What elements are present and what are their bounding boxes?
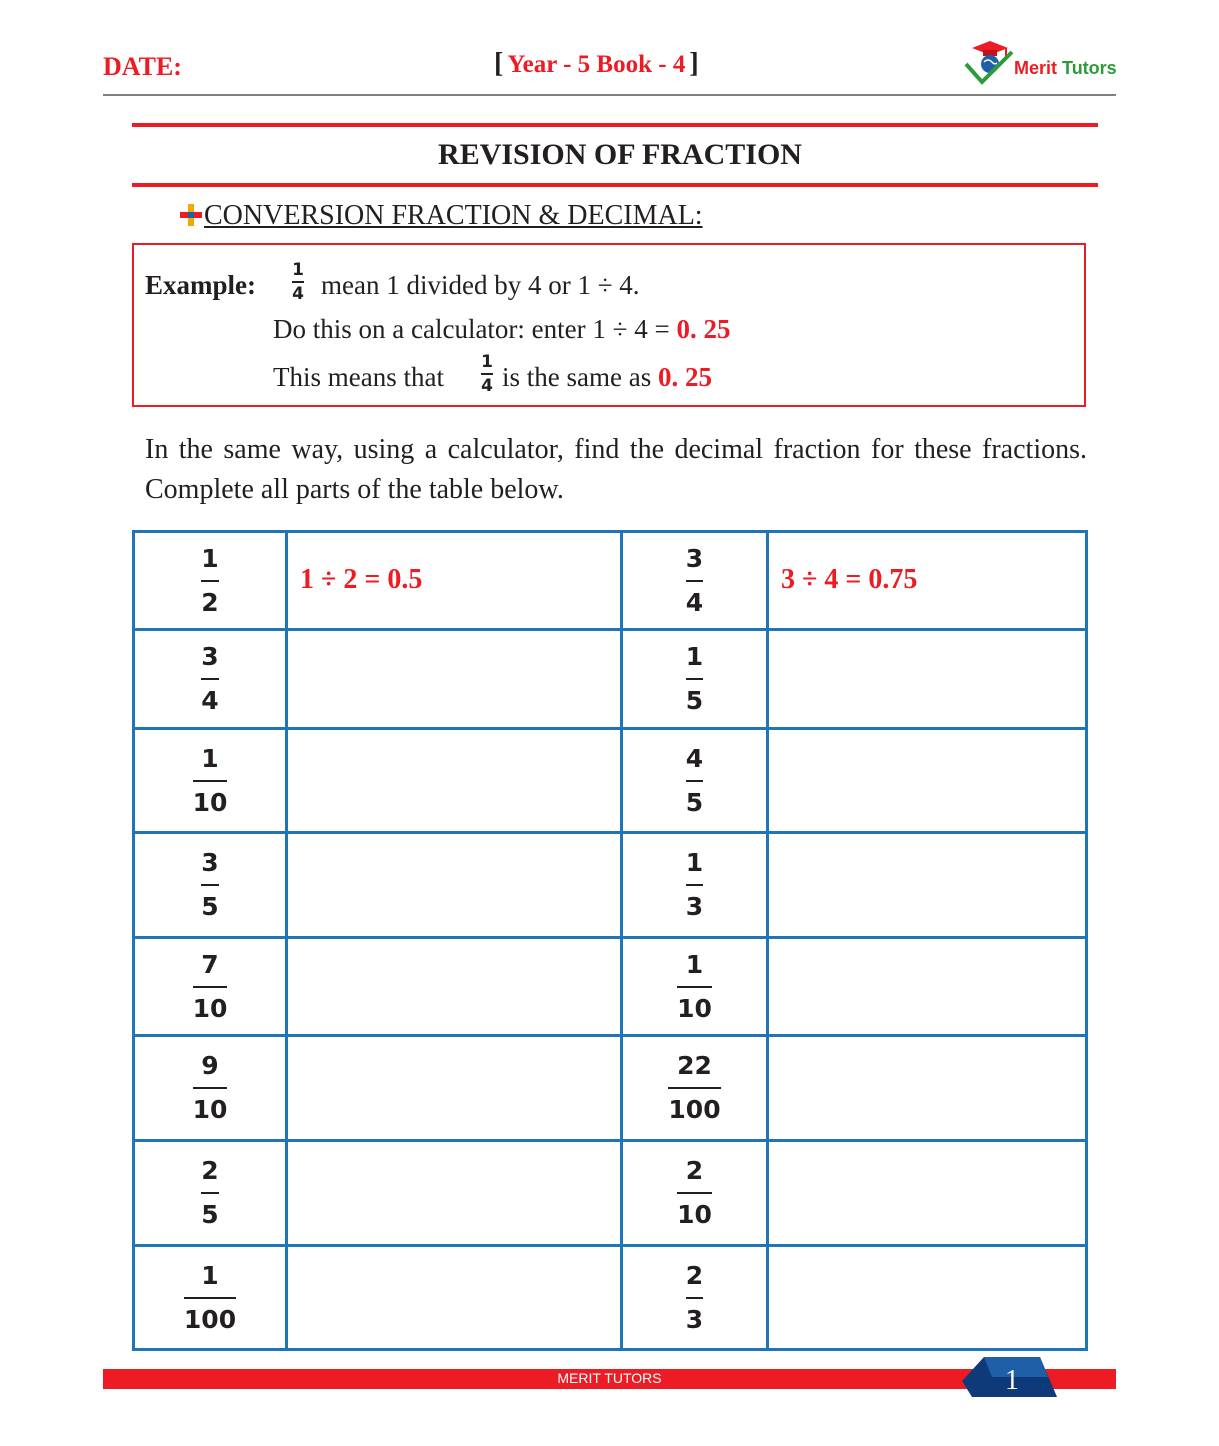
fraction-cell	[623, 631, 766, 727]
fraction-cell	[623, 1142, 766, 1244]
fraction	[193, 744, 228, 818]
fraction-numerator: 3	[201, 642, 219, 671]
title-rule-top	[132, 123, 1098, 127]
fraction-cell	[135, 533, 285, 628]
fraction-cell	[623, 1247, 766, 1348]
fraction-denominator: 10	[192, 787, 228, 817]
example-line-2-value: 0. 25	[676, 314, 731, 344]
fraction-denominator: 10	[192, 993, 228, 1023]
fraction	[686, 1261, 703, 1335]
logo-tutors: Tutors	[1062, 58, 1117, 78]
example-label: Example:	[145, 270, 256, 300]
fraction-numerator: 7	[201, 949, 219, 979]
fraction-numerator: 1	[201, 543, 219, 573]
fraction	[677, 950, 712, 1024]
plus-bullet-icon	[179, 203, 203, 227]
fraction	[677, 1156, 712, 1230]
fraction-bar	[193, 1087, 228, 1089]
fraction-bar	[668, 1087, 720, 1089]
table-grid-line	[285, 530, 288, 1351]
fraction-numerator: 2	[685, 1260, 704, 1290]
fraction-denominator: 5	[201, 1200, 219, 1229]
fraction-bar	[201, 884, 218, 886]
fraction-cell	[135, 1037, 285, 1139]
fraction-denominator: 10	[677, 993, 712, 1023]
example-line-3-text: is the same as	[502, 362, 652, 392]
fraction-bar	[686, 580, 703, 582]
example-line-3-value: 0. 25	[657, 362, 712, 392]
example-fraction	[287, 260, 309, 304]
date-label: DATE:	[103, 52, 182, 81]
fraction	[201, 1156, 218, 1230]
fraction-bar	[292, 281, 304, 283]
fraction	[193, 950, 228, 1024]
fraction-cell	[135, 730, 285, 831]
fraction-denominator: 5	[685, 686, 704, 715]
fraction	[201, 848, 218, 922]
fraction-denominator: 100	[183, 1304, 237, 1334]
book-title	[494, 48, 699, 80]
fraction-numerator: 1	[201, 1260, 219, 1290]
page-title: REVISION OF FRACTION	[438, 138, 802, 171]
fraction-numerator: 1	[685, 949, 704, 979]
fraction-cell	[623, 834, 766, 936]
fraction-denominator: 2	[201, 587, 219, 617]
fraction	[686, 642, 703, 716]
fraction-numerator: 1	[292, 260, 304, 280]
table-grid-line	[132, 1348, 1088, 1351]
book-title-text: Year - 5 Book - 4	[507, 51, 686, 78]
fraction-bar	[193, 986, 228, 988]
example-line-2	[273, 314, 730, 345]
logo-wordmark	[1014, 58, 1117, 79]
fraction-numerator: 22	[677, 1051, 712, 1080]
fraction-denominator: 4	[481, 376, 493, 396]
section-subheading: CONVERSION FRACTION & DECIMAL:	[204, 200, 703, 231]
fraction-numerator: 1	[685, 848, 704, 877]
fraction-cell	[623, 533, 766, 628]
fraction-cell	[135, 1247, 285, 1348]
fraction	[686, 744, 703, 818]
fraction-cell	[135, 834, 285, 936]
title-rule-bottom	[132, 183, 1098, 187]
example-line-3-start: This means that	[273, 362, 444, 392]
fraction-denominator: 10	[677, 1200, 712, 1229]
instruction-paragraph: In the same way, using a calculator, find the decimal fraction for these fractions. Complete all parts of the table below.	[145, 434, 1087, 505]
fraction-bar	[686, 678, 703, 680]
fraction-denominator: 4	[201, 686, 219, 715]
fraction-numerator: 3	[201, 848, 219, 877]
fraction-numerator: 9	[201, 1051, 219, 1080]
fraction-bar	[686, 884, 703, 886]
table-grid-line	[1085, 530, 1088, 1351]
fraction	[184, 1261, 236, 1335]
fraction-numerator: 1	[481, 352, 493, 372]
fraction-bar	[686, 780, 703, 782]
example-line-3-end	[502, 362, 712, 393]
fraction-denominator: 3	[685, 1304, 704, 1334]
fraction-denominator: 10	[192, 1095, 228, 1124]
table-grid-line	[766, 530, 769, 1351]
fraction-bar	[201, 678, 218, 680]
book-bracket-open: [	[494, 48, 504, 79]
fraction	[193, 1051, 228, 1125]
fraction-numerator: 3	[685, 543, 704, 573]
fraction-denominator: 4	[292, 284, 304, 304]
example-fraction-2	[476, 352, 498, 396]
fraction	[686, 848, 703, 922]
fraction-denominator: 100	[668, 1095, 721, 1124]
fraction-table	[132, 530, 1087, 1350]
fraction-denominator: 3	[685, 892, 704, 921]
fraction-bar	[677, 1192, 712, 1194]
logo-merit: Merit	[1014, 58, 1058, 78]
page-number: 1	[1005, 1365, 1019, 1396]
fraction-denominator: 5	[685, 787, 704, 817]
footer-brand: MERIT TUTORS	[557, 1370, 662, 1386]
fraction-bar	[184, 1297, 236, 1299]
fraction-numerator: 1	[201, 743, 219, 773]
fraction-bar	[193, 780, 228, 782]
fraction-numerator: 2	[685, 1156, 704, 1185]
fraction-cell	[623, 939, 766, 1034]
fraction-cell	[623, 730, 766, 831]
fraction-bar	[481, 373, 493, 375]
header-divider	[103, 94, 1116, 96]
fraction-bar	[201, 1192, 218, 1194]
fraction-numerator: 2	[201, 1156, 219, 1185]
fraction	[201, 642, 218, 716]
fraction	[686, 544, 703, 618]
fraction-denominator: 4	[685, 587, 704, 617]
answer-cell[interactable]: 3 ÷ 4 = 0.75	[781, 563, 918, 595]
answer-cell[interactable]: 1 ÷ 2 = 0.5	[300, 563, 423, 595]
fraction-numerator: 4	[685, 743, 704, 773]
fraction-cell	[623, 1037, 766, 1139]
fraction-denominator: 5	[201, 892, 219, 921]
fraction-bar	[686, 1297, 703, 1299]
fraction	[668, 1051, 720, 1125]
fraction-cell	[135, 1142, 285, 1244]
fraction-bar	[201, 580, 218, 582]
book-bracket-close: ]	[689, 48, 699, 79]
fraction-cell	[135, 631, 285, 727]
example-line-1: mean 1 divided by 4 or 1 ÷ 4.	[321, 270, 640, 300]
fraction-cell	[135, 939, 285, 1034]
example-line-2-text: Do this on a calculator: enter 1 ÷ 4 =	[273, 314, 677, 344]
fraction-bar	[677, 986, 712, 988]
fraction-numerator: 1	[685, 642, 704, 671]
fraction	[201, 544, 218, 618]
